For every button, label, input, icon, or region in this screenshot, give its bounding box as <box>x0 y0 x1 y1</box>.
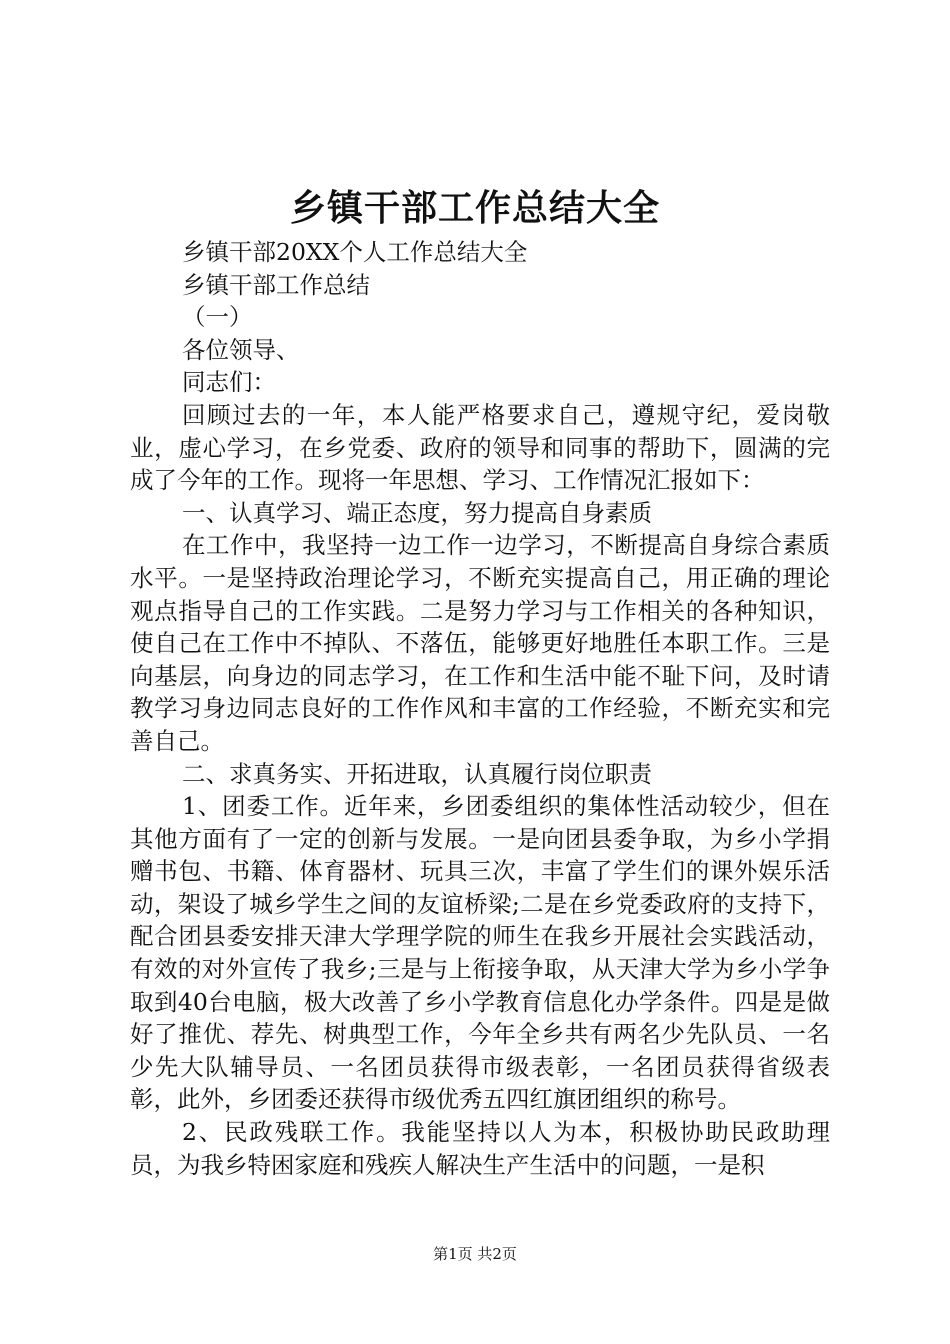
body-paragraph: 在工作中，我坚持一边工作一边学习，不断提高自身综合素质水平。一是坚持政治理论学习，不断充实提高自己，用正确的理论观点指导自己的工作实践。二是努力学习与工作相关的各种知识，使自己在工作中不掉队、不落伍，能够更好地胜任本职工作。三是向基层，向身边的同志学习，在工作和生活中能不耻下问，及时请教学习身边同志良好的工作作风和丰富的工作经验，不断充实和完善自己。 <box>130 531 830 755</box>
salutation-line: 各位领导、 <box>182 335 300 364</box>
subtitle-line: 乡镇干部工作总结 <box>182 270 370 299</box>
section-mark: （一） <box>182 303 253 332</box>
body-paragraph: 1、团委工作。近年来，乡团委组织的集体性活动较少，但在其他方面有了一定的创新与发展。一是向团县委争取，为乡小学捐赠书包、书籍、体育器材、玩具三次，丰富了学生们的课外娱乐活动，架设了城乡学生之间的友谊桥梁;二是在乡党委政府的支持下，配合团县委安排天津大学理学院的师生在我乡开展社会实践活动，有效的对外宣传了我乡;三是与上衔接争取，从天津大学为乡小学争取到40台电脑，极大改善了乡小学教育信息化办学条件。四是是做好了推优、荐先、树典型工作，今年全乡共有两名少先队员、一名少先大队辅导员、一名团员获得市级表彰，一名团员获得省级表彰，此外，乡团委还获得市级优秀五四红旗团组织的称号。 <box>130 792 830 1114</box>
section-heading: 一、认真学习、端正态度，努力提高自身素质 <box>182 498 652 527</box>
body-paragraph: 回顾过去的一年，本人能严格要求自己，遵规守纪，爱岗敬业，虚心学习，在乡党委、政府的领导和同事的帮助下，圆满的完成了今年的工作。现将一年思想、学习、工作情况汇报如下： <box>130 400 830 495</box>
page-footer: 第1页 共2页 <box>433 1245 517 1263</box>
document-title: 乡镇干部工作总结大全 <box>289 187 660 229</box>
subtitle-line: 乡镇干部20XX个人工作总结大全 <box>182 238 528 266</box>
document-body <box>130 236 830 1181</box>
body-paragraph: 2、民政残联工作。我能坚持以人为本，积极协助民政助理员，为我乡特困家庭和残疾人解决生产生活中的问题，一是积 <box>130 1118 830 1179</box>
salutation-line: 同志们： <box>182 368 276 397</box>
section-heading: 二、求真务实、开拓进取，认真履行岗位职责 <box>182 759 652 788</box>
